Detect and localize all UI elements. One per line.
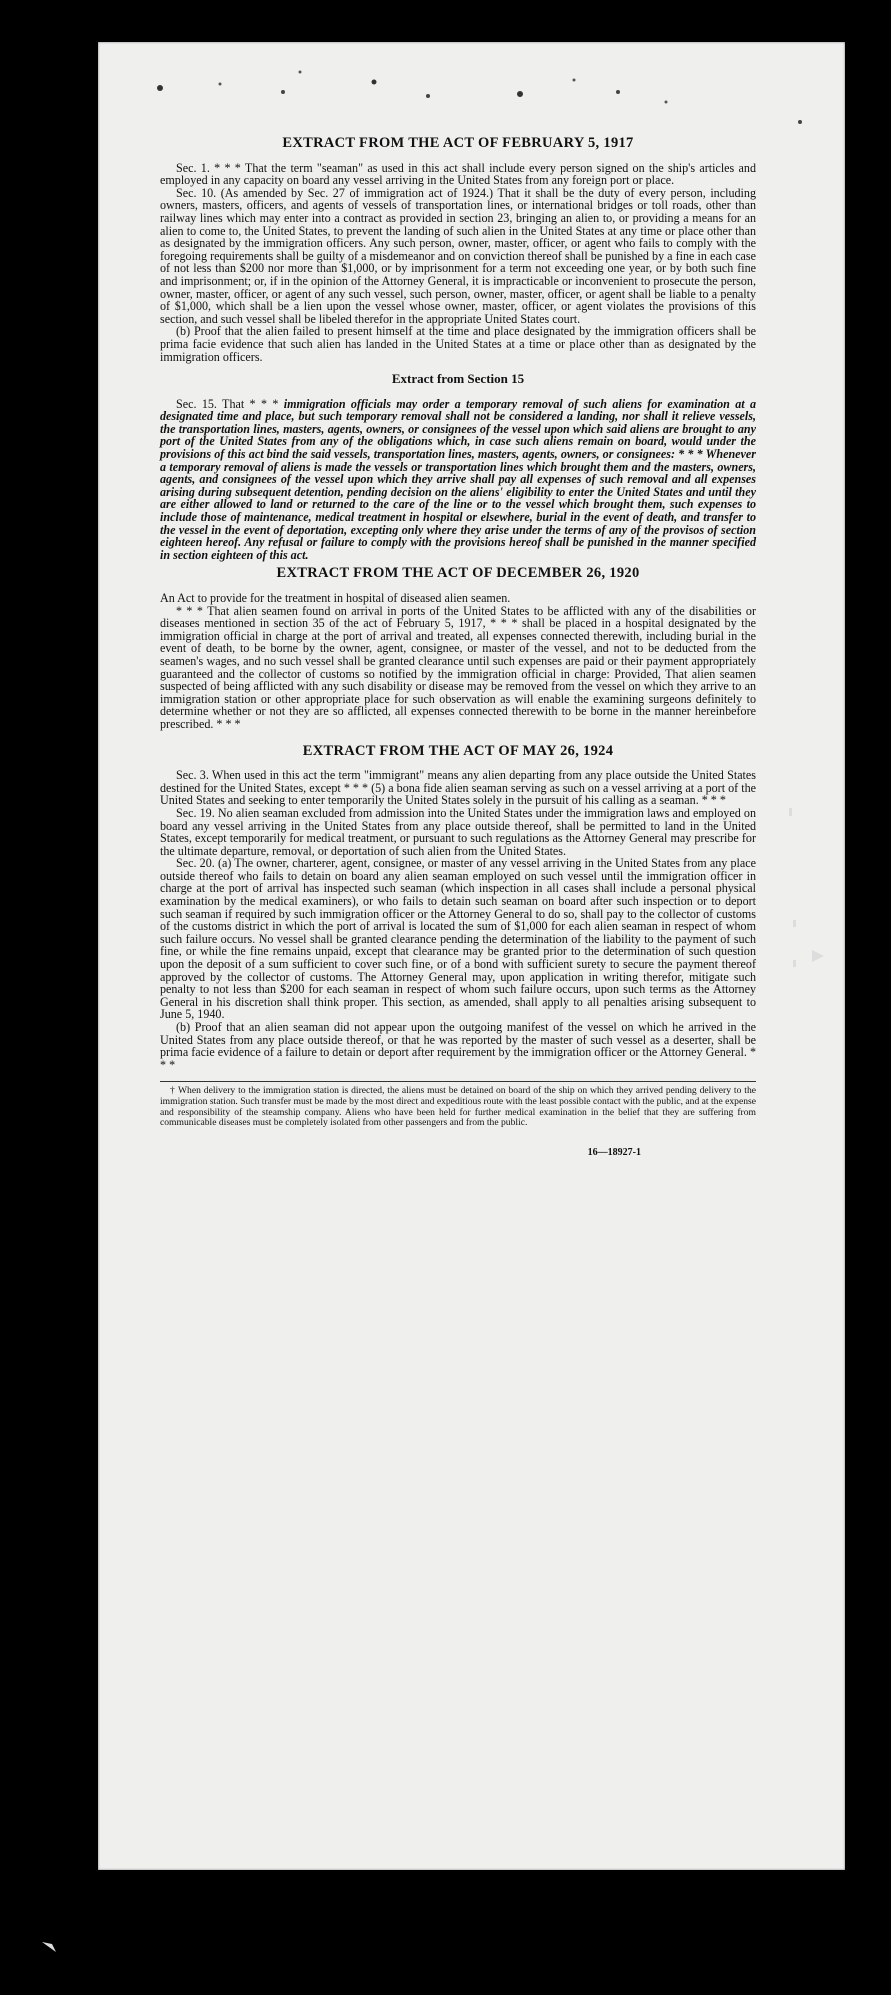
sec-15-lead: Sec. 15. That * * * xyxy=(176,396,284,411)
paragraph-sec-20-a: Sec. 20. (a) The owner, charterer, agent, consignee, or master of any vessel arriving in the United States from any place outside thereof who fails to detain on board any alien seaman employed on such vessel until the immigration officer in charge at the port of arrival has inspected such seaman (which inspection in all cases shall include a personal physical examination by the medical examiners), or who fails to detain such seaman on board after such inspection or to deport such seaman if required by such immigration officer or the Attorney General to do so, shall pay to the collector of customs of the customs district in which the port of arrival is located the sum of $1,000 for each alien seaman in respect of whom such failure occurs. No vessel shall be granted clearance pending the determination of the liability to the payment of such fine, or while the fine remains unpaid, except that clearance may be granted prior to the determination of such question upon the deposit of a sum sufficient to cover such fine, or of a bond with sufficient surety to secure the payment thereof approved by the collector of customs. The Attorney General may, upon application in writing therefor, mitigate such penalty to not less than $200 for each seaman in respect of whom such failure occurs, upon such terms as the Attorney General in his discretion shall think proper. This section, as amended, shall apply to all penalties arising subsequent to June 5, 1940. xyxy=(160,856,756,1022)
footnote: † When delivery to the immigration station is directed, the aliens must be detained on board of the ship on which they arrived pending delivery to the immigration station. Such transfer must be made by the most direct and expeditious route with the least possible contact with the public, and at the expense and responsibility of the steamship company. Aliens who have been held for further medical examination in the belief that they are suffering from communicable diseases must be completely isolated from other passengers and from the public. xyxy=(160,1081,756,1128)
heading-act-1917: EXTRACT FROM THE ACT OF FEBRUARY 5, 1917 xyxy=(282,135,634,151)
paragraph-sec-10-b: (b) Proof that the alien failed to present himself at the time and place designated by the immigration officers shall be prima facie evidence that such alien has landed in the United States at a time or place other than as designated by the immigration officers. xyxy=(160,324,756,364)
paragraph-sec-19: Sec. 19. No alien seaman excluded from admission into the United States under the immigration laws and employed on board any vessel arriving in the United States from any place outside thereof, shall be permitted to land in the United States, except temporarily for medical treatment, or pursuant to such regulations as the Attorney General may prescribe for the ultimate departure, removal, or deportation of such alien from the United States. xyxy=(160,805,756,858)
paper-specks xyxy=(98,42,845,142)
heading-act-1924: EXTRACT FROM THE ACT OF MAY 26, 1924 xyxy=(302,742,614,759)
corner-mark xyxy=(40,1940,60,1954)
sec-15-italic-text: immigration officials may order a temporary removal of such aliens for examination at a designated time and place, but such temporary removal shall not be considered a landing, nor shall it relieve vessels, the transportation lines, masters, agents, owners, or consignees of the vessel upon which said aliens are brought to any port of the United States from any of the obligations which, in case such aliens remain on board, would under the provisions of this act bind the said vessels, transportation lines, masters, agents, owners, or consignees: * * * Whenever a temporary removal of aliens is made the vessels or transportation lines which brought them and the masters, owners, agents, and consignees of the vessel upon which they arrive shall pay all expenses of such removal and all expenses arising during subsequent detention, pending decision on the aliens' eligibility to enter the United States and until they are either allowed to land or returned to the care of the line or to the vessel which brought them, such expenses to include those of maintenance, medical treatment in hospital or elsewhere, burial in the event of death, and transfer to the vessel in the event of deportation, excepting only where they arise under the terms of any of the provisos of section eighteen hereof. Any refusal or failure to comply with the provisions hereof shall be punished in the manner specified in section eighteen of this act. xyxy=(160,396,757,562)
act-1920-title-line: An Act to provide for the treatment in hospital of diseased alien seamen. xyxy=(160,591,511,605)
form-number: 16—18927-1 xyxy=(587,1146,641,1158)
paragraph-sec-10: Sec. 10. (As amended by Sec. 27 of immigration act of 1924.) That it shall be the duty of every person, including owners, masters, officers, and agents of vessels of transportation lines, or international bridges or toll roads, other than railway lines which may enter into a contract as provided in section 23, bringing an alien to, or providing a means for an alien to come to, the United States, to prevent the landing of such alien in the United States at any time or place other than as designated by the immigration officers. Any such person, owner, master, officer, or agent who fails to comply with the foregoing requirements shall be guilty of a misdemeanor and on conviction thereof shall be punished by a fine in each case of not less than $200 nor more than $1,000, or by imprisonment for a term not exceeding one year, or by both such fine and imprisonment; or, if in the opinion of the Attorney General, it is impracticable or inconvenient to prosecute the person, owner, master, officer, or agent of any such vessel, such person, owner, master, officer, or agent shall be liable to a penalty of $1,000, which shall be a lien upon the vessel whose owner, master, officer, or agent violates the provisions of this section, and such vessel shall be libeled therefor in the appropriate United States court. xyxy=(160,185,756,326)
margin-marks xyxy=(780,800,840,980)
paragraph-sec-3: Sec. 3. When used in this act the term "immigrant" means any alien departing from any place outside the United States destined for the United States, except * * * (5) a bona fide alien seaman serving as such on a vessel arriving at a port of the United States and seeking to enter temporarily the United States solely in the pursuit of his calling as a seaman. * * * xyxy=(160,768,756,808)
document-page xyxy=(98,42,845,1870)
paragraph-sec-1: Sec. 1. * * * That the term "seaman" as used in this act shall include every person signed on the ship's articles and employed in any capacity on board any vessel arriving in the United States from any foreign port or place. xyxy=(160,160,756,188)
paragraph-sec-15 xyxy=(160,398,756,562)
paragraph-act-1920: * * * That alien seamen found on arrival in ports of the United States to be afflicted with any of the disabilities or diseases mentioned in section 35 of the act of February 5, 1917, * * * shall be placed in a hospital designated by the immigration official in charge at the port of arrival and treated, all expenses connected therewith, including burial in the event of death, to be borne by the owner, agent, consignee, or master of the vessel, and not to be deducted from the seamen's wages, and no such vessel shall be granted clearance until such expenses are paid or their payment appropriately guaranteed and the collector of customs so notified by the immigration official in charge: Provided, That alien seamen suspected of being afflicted with any such disability or disease may be removed from the vessel on which they arrive to an immigration station or other appropriate place for such observation as will enable the examining surgeons definitely to determine whether or not they are so afflicted, all expenses connected therewith to be borne in the manner hereinbefore prescribed. * * * xyxy=(160,603,756,731)
heading-act-1920: EXTRACT FROM THE ACT OF DECEMBER 26, 1920 xyxy=(276,565,640,582)
document-body xyxy=(160,137,756,1159)
paragraph-sec-20-b: (b) Proof that an alien seaman did not appear upon the outgoing manifest of the vessel on which he arrived in the United States from any place outside thereof, or that he was reported by the master of such vessel as a deserter, shall be prima facie evidence of a failure to detain or deport after requirement by the immigration officer or the Attorney General. * * * xyxy=(160,1020,756,1072)
heading-section-15: Extract from Section 15 xyxy=(391,371,525,387)
